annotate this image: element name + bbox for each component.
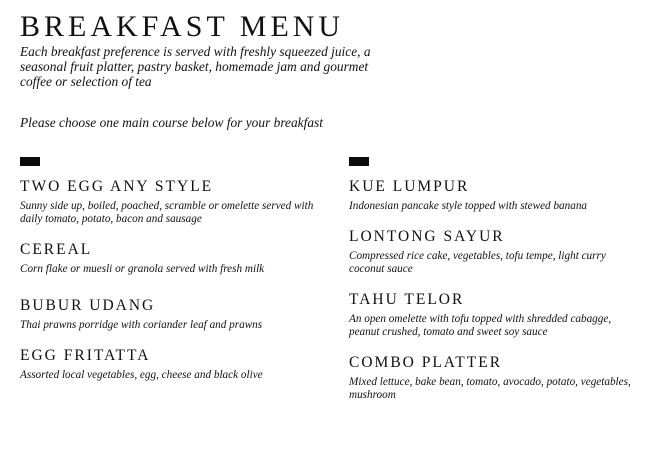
menu-item-name: COMBO PLATTER <box>349 354 503 371</box>
menu-item-bubur-udang <box>20 297 315 332</box>
menu-item-name: BUBUR UDANG <box>20 297 156 314</box>
menu-item-name: TWO EGG ANY STYLE <box>20 178 214 195</box>
menu-item-description: Corn flake or muesli or granola served with fresh milk <box>20 263 265 275</box>
menu-item-description: Sunny side up, boiled, poached, scramble or omelette served with daily tomato, potato, bacon and sausage <box>20 200 314 225</box>
menu-item-tahu-telor <box>349 291 644 339</box>
menu-item-two-egg-any-style <box>20 178 315 226</box>
menu-item-name: LONTONG SAYUR <box>349 228 505 245</box>
menu-item-description: An open omelette with tofu topped with shredded cabagge, peanut crushed, tomato and sweet soy sauce <box>349 313 612 338</box>
menu-item-name: CEREAL <box>20 241 93 258</box>
menu-item-name: EGG FRITATTA <box>20 347 151 364</box>
menu-item-combo-platter <box>349 354 644 402</box>
menu-title: BREAKFAST MENU <box>20 10 345 43</box>
menu-item-egg-fritatta <box>20 347 315 382</box>
menu-intro: Each breakfast preference is served with freshly squeezed juice, a seasonal fruit platter, pastry basket, homemade jam and gourmet coffee or selection of tea <box>20 44 371 89</box>
right-column-marker <box>349 157 369 166</box>
menu-item-name: KUE LUMPUR <box>349 178 470 195</box>
menu-instruction: Please choose one main course below for your breakfast <box>20 115 323 130</box>
menu-item-description: Thai prawns porridge with coriander leaf and prawns <box>20 319 263 331</box>
menu-item-kue-lumpur <box>349 178 644 213</box>
menu-item-description: Mixed lettuce, bake bean, tomato, avocado, potato, vegetables, mushroom <box>349 376 631 401</box>
left-column-marker <box>20 157 40 166</box>
menu-item-description: Assorted local vegetables, egg, cheese and black olive <box>20 369 263 381</box>
menu-item-cereal <box>20 241 315 276</box>
menu-item-lontong-sayur <box>349 228 644 276</box>
menu-item-description: Compressed rice cake, vegetables, tofu tempe, light curry coconut sauce <box>349 250 606 275</box>
menu-item-description: Indonesian pancake style topped with stewed banana <box>349 200 588 212</box>
menu-item-name: TAHU TELOR <box>349 291 465 308</box>
